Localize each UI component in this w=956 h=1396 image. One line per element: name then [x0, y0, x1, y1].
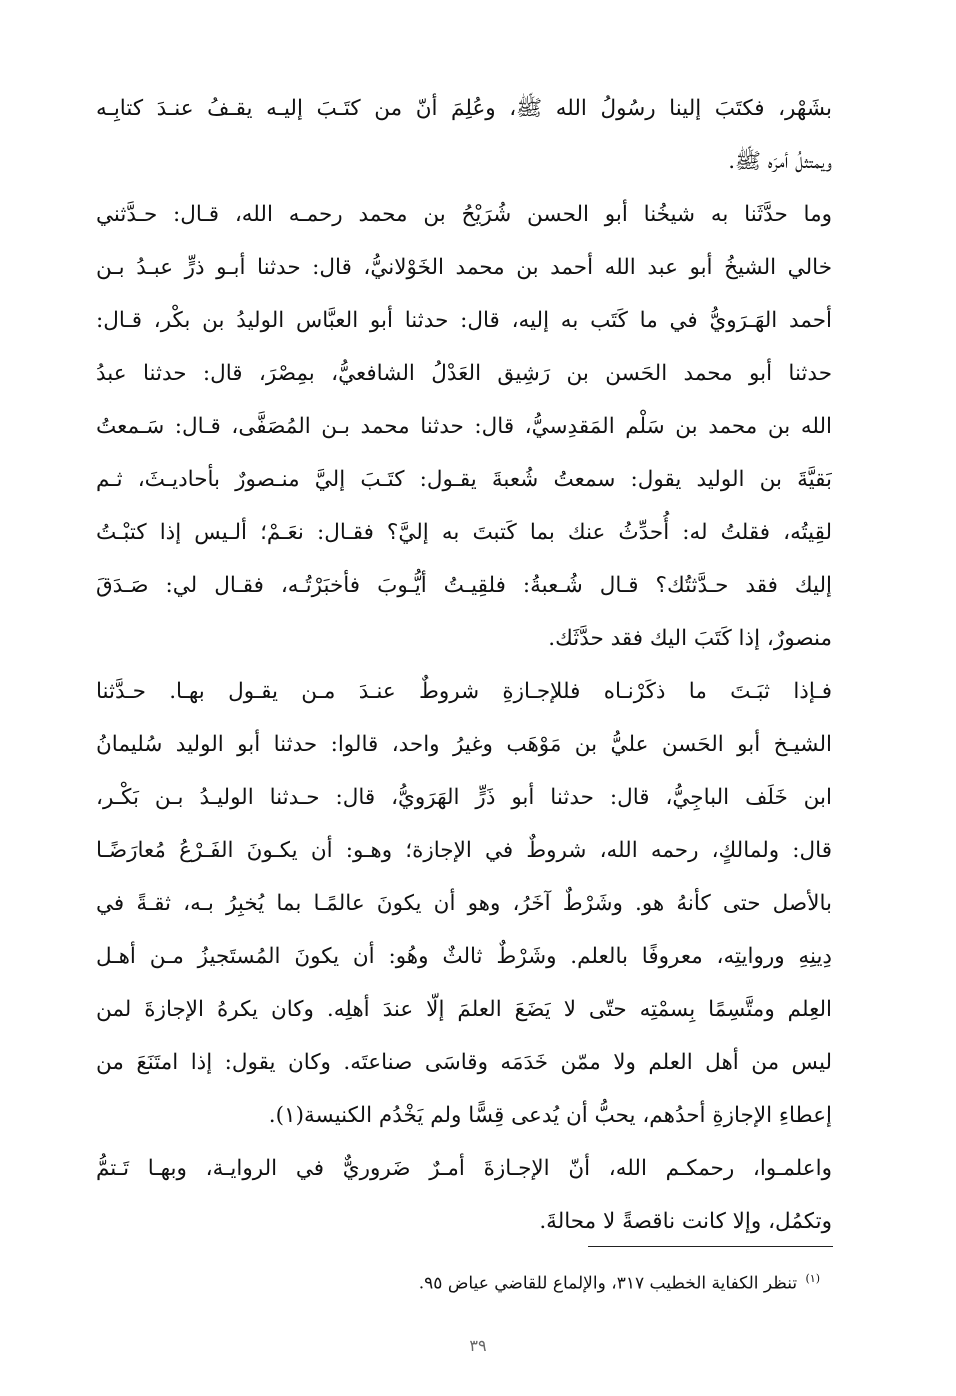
text-line: دِينِهِ وروايتِه، معروفًا بالعلم. وشَرْطٌ ثالثٌ وهُو: أن يكونَ المُستَجيزُ مـن أهـل	[96, 944, 832, 969]
text-line: ابن خَلَف الباجِيُّ، قال: حدثنا أبو ذَرٍّ الهَرَويُّ، قال: حـدثنا الوليـدُ بـن بَكْـر،	[96, 785, 832, 810]
page-number: ٣٩	[469, 1336, 487, 1355]
text-line: فـإذا ثبَـتَ ما ذكَرْنـاه فللإجـازةِ شروطٌ عنـدَ مـن يقـول بهـا. حـدَّثنا	[96, 679, 832, 704]
text-line: وتكمُل، وإلا كانت ناقصةً لا محالةَ.	[539, 1209, 832, 1234]
footnote-divider	[588, 1246, 833, 1247]
text-line: قال: ولمالكٍ، رحمه الله، شروطٌ في الإجازة؛ وهـو: أن يكـونَ الفَـرْعُ مُعارَضًـا	[96, 838, 832, 863]
main-text	[96, 82, 832, 1248]
text-line: إليك فقد حـدَّثتُك؟ قـال شُـعبةُ: فلقِيـتُ أيُّـوبَ فأخبَرْتُـه، فقـال لي: صَـدَقَ	[96, 573, 832, 598]
text-line: الشيـخ أبو الحَسن عليُّ بن مَوْهَب وغيرُ واحد، قالوا: حدثنا أبو الوليد سُليمانُ	[96, 732, 832, 757]
footnote	[300, 1264, 820, 1299]
text-line: حدثنا أبو محمد الحَسن بن رَشِيق العَدْلُ الشافعيُّ، بمِصْرَ، قال: حدثنا عبدُ	[96, 361, 832, 386]
text-line: واعلمـوا، رحمكـم الله، أنّ الإجـازةَ أمـرٌ ضَروريٌّ في الروايـة، وبهـا تَـتمُّ	[96, 1156, 832, 1181]
text-line: وما حدَّثَنا به شيخُنا أبو الحسن شُرَيْحُ بن محمد رحمـه الله، قـال: حـدَّثني	[96, 202, 832, 227]
text-line: خالي الشيخُ أبو عبد الله أحمد بن محمد الخَوْلانيُّ، قال: حدثنا أبـو ذرٍّ عبـدُ بـن	[96, 255, 832, 280]
text-line: لقِيتُه، فقلتُ له: أُحدِّثُ عنك بما كَتبتَ به إليَّ؟ فقـال: نعَـمْ؛ ألـيس إذا كتبْـتُ	[96, 520, 832, 545]
footnote-text: تنظر الكفاية الخطيب ٣١٧، والإلماع للقاضي عياض ٩٥.	[418, 1273, 798, 1294]
text-line: العِلم ومتَّسِمًا بِسمْتِه حتّى لا يَضَعَ العلمَ إلّا عندَ أهلِه. وكان يكرهُ الإجازةَ لمن	[96, 997, 832, 1022]
text-line: منصورٌ، إذا كَتَبَ اليك فقد حدَّثَك.	[548, 626, 832, 651]
text-line: ليس من أهل العلم ولا ممّن خَدَمَه وقاسَى صناعتَه. وكان يقول: إذا امتَنَعَ من	[96, 1050, 832, 1075]
text-line: إعطاءِ الإجازةِ أحدُهم، يحبُّ أن يُدعى قِسًّا ولم يَخْدُم الكنيسة(١).	[268, 1103, 832, 1128]
text-line: بَقيَّةَ بن الوليد يقول: سمعتُ شُعبةَ يقـول: كتَـبَ إليَّ منـصورٌ بأحاديـثَ، ثـم	[96, 467, 832, 492]
text-line: الله بن محمد بن سَلْم المَقدِسيُّ، قال: حدثنا محمد بـن المُصَفَّى، قـال: سَـمعتُ	[96, 414, 832, 439]
text-line: بشَهْر، فكتَبَ إلينا رسُولُ الله ﷺ، وعُلِمَ أنّ من كتَـبَ إليـه يقـفُ عنـدَ كتابِـه	[96, 96, 832, 121]
text-line: بالأصل حتى كأنهُ هو. وشَرْطٌ آخَرُ، وهو أن يكونَ عالمًـا بما يُخبِرُ بـه، ثقـةً في	[96, 891, 832, 916]
text-line: ويمتثلُ أمرَه ﷺ.	[728, 149, 832, 174]
text-line: أحمد الهَـرَويُّ في ما كَتَب به إليه، قال: حدثنا أبو العبَّاس الوليدُ بن بكْر، قـال:	[96, 308, 832, 333]
footnote-marker: (١)	[805, 1272, 820, 1285]
